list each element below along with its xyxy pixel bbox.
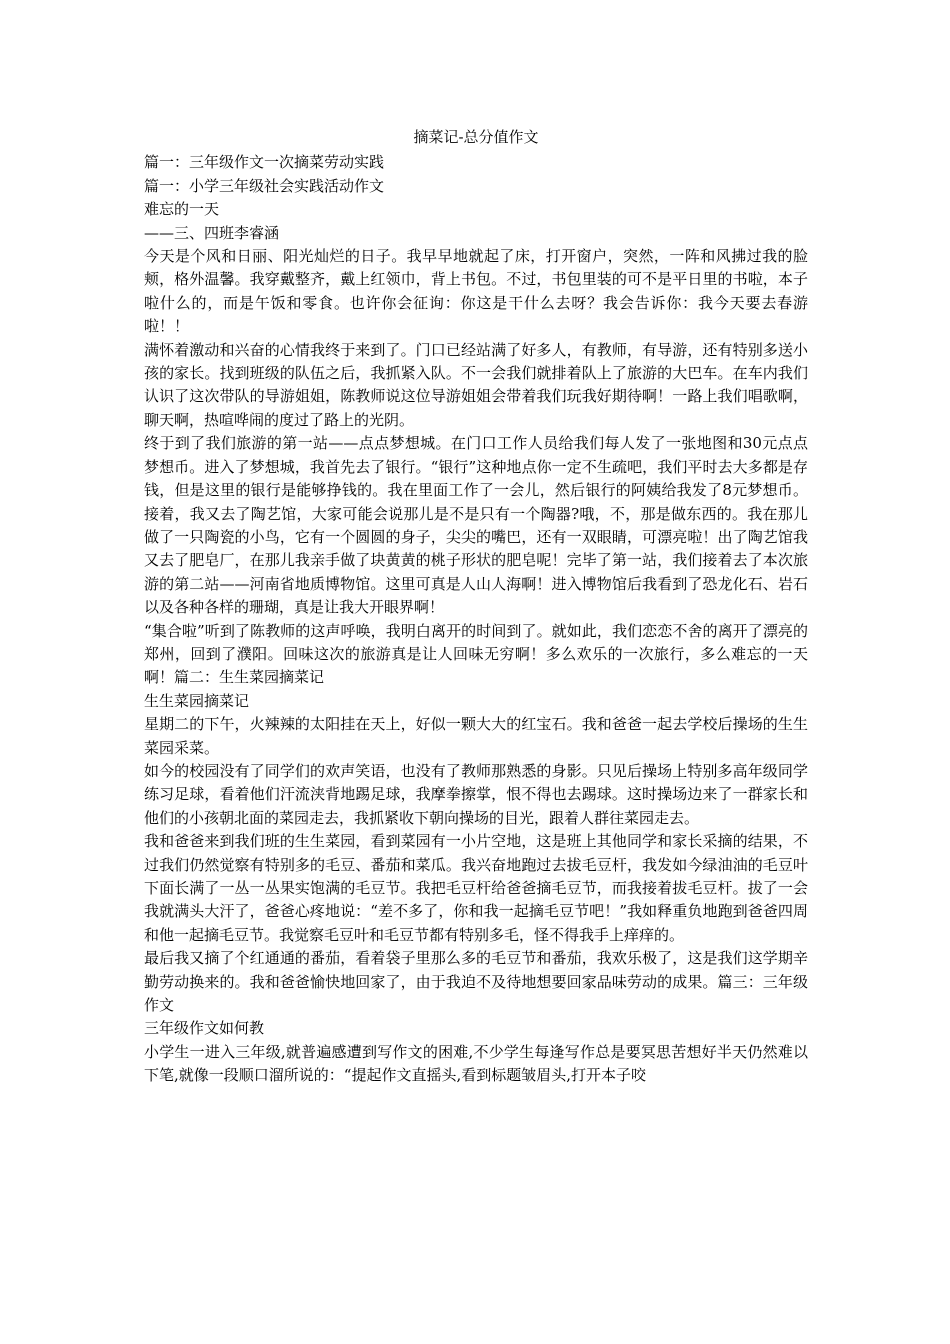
paragraph: 小学生一进入三年级,就普遍感遭到写作文的困难,不少学生每逢写作总是要冥思苦想好半天仍然难以下笔,就像一段顺口溜所说的：“提起作文直摇头,看到标题皱眉头,打开本子咬 [144,1042,808,1085]
heading-article-1-sub: 篇一：小学三年级社会实践活动作文 [144,176,385,195]
essay-author: ——三、四班李睿涵 [144,223,280,242]
paragraph: 今天是个风和日丽、阳光灿烂的日子。我早早地就起了床，打开窗户，突然，一阵和风拂过我的脸颊，格外温馨。我穿戴整齐，戴上红领巾，背上书包。不过，书包里装的可不是平日里的书啦，本子啦什么的，而是午饭和零食。也许你会征询：你这是干什么去呀？我会告诉你：我今天要去春游啦！！ [144,247,808,336]
section-title: 生生菜园摘菜记 [144,691,250,710]
document-title: 摘菜记-总分值作文 [413,128,539,146]
paragraph: 我和爸爸来到我们班的生生菜园，看到菜园有一小片空地，这是班上其他同学和家长采摘的结果，不过我们仍然觉察有特别多的毛豆、番茄和菜瓜。我兴奋地跑过去拔毛豆杆，我发如今绿油油的毛豆叶下面长满了一丛一丛果实饱满的毛豆节。我把毛豆杆给爸爸摘毛豆节，而我接着拔毛豆杆。拔了一会我就满头大汗了，爸爸心疼地说：“差不多了，你和我一起摘毛豆节吧！”我如释重负地跑到爸爸四周和他一起摘毛豆节。我觉察毛豆叶和毛豆节都有特别多毛，怪不得我手上痒痒的。 [144,832,808,944]
paragraph: 最后我又摘了个红通通的番茄，看着袋子里那么多的毛豆节和番茄，我欢乐极了，这是我们这学期辛勤劳动换来的。我和爸爸愉快地回家了，由于我迫不及待地想要回家品味劳动的成果。篇三：三年级作文 [144,949,808,1015]
paragraph: 终于到了我们旅游的第一站——点点梦想城。在门口工作人员给我们每人发了一张地图和30元点点梦想币。进入了梦想城，我首先去了银行。“银行”这种地点你一定不生疏吧，我们平时去大多都是存钱，但是这里的银行是能够挣钱的。我在里面工作了一会儿，然后银行的阿姨给我发了8元梦想币。接着，我又去了陶艺馆，大家可能会说那儿是不是只有一个陶器?哦，不，那是做东西的。我在那儿做了一只陶瓷的小鸟，它有一个圆圆的身子，尖尖的嘴巴，还有一双眼睛，可漂亮啦！出了陶艺馆我又去了肥皂厂，在那儿我亲手做了块黄黄的桃子形状的肥皂呢！完毕了第一站，我们接着去了本次旅游的第二站——河南省地质博物馆。这里可真是人山人海啊！进入博物馆后我看到了恐龙化石、岩石以及各种各样的珊瑚，真是让我大开眼界啊！ [144,434,808,617]
paragraph: 满怀着激动和兴奋的心情我终于来到了。门口已经站满了好多人，有教师，有导游，还有特别多送小孩的家长。找到班级的队伍之后，我抓紧入队。不一会我们就排着队上了旅游的大巴车。在车内我们认识了这次带队的导游姐姐，陈教师说这位导游姐姐会带着我们玩我好期待啊！一路上我们唱歌啊，聊天啊，热喧哗闹的度过了路上的光阴。 [144,340,808,429]
paragraph: “集合啦”听到了陈教师的这声呼唤，我明白离开的时间到了。就如此，我们恋恋不舍的离开了漂亮的郑州，回到了濮阳。回味这次的旅游真是让人回味无穷啊！多么欢乐的一次旅行，多么难忘的一天啊！篇二：生生菜园摘菜记 [144,621,808,687]
heading-article-1: 篇一：三年级作文一次摘菜劳动实践 [144,153,385,172]
section-title: 三年级作文如何教 [144,1019,265,1038]
paragraph: 如今的校园没有了同学们的欢声笑语，也没有了教师那熟悉的身影。只见后操场上特别多高年级同学练习足球，看着他们汗流浃背地踢足球，我摩拳擦掌，恨不得也去踢球。这时操场边来了一群家长和他们的小孩朝北面的菜园走去，我抓紧收下朝向操场的目光，跟着人群往菜园走去。 [144,761,808,827]
paragraph: 星期二的下午，火辣辣的太阳挂在天上，好似一颗大大的红宝石。我和爸爸一起去学校后操场的生生菜园采菜。 [144,715,808,757]
document-page [144,126,808,1088]
essay-title: 难忘的一天 [144,200,220,219]
